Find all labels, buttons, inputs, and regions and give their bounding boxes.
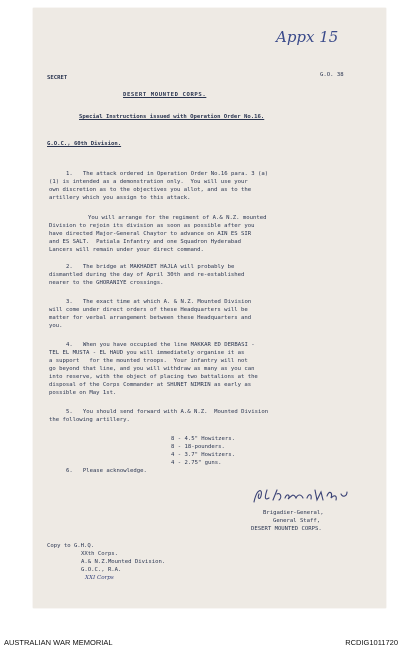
footer-record-id: RCDIG1011720 [345, 638, 398, 647]
addressee: G.O.C., 60th Division. [47, 141, 122, 147]
copy-to-item: A.& N.Z.Mounted Division. [81, 559, 166, 565]
artillery-item: 4 - 3.7" Howitzers. [171, 452, 235, 458]
signoff-unit: DESERT MOUNTED CORPS. [251, 526, 322, 532]
artillery-item: 8 - 18-pounders. [171, 444, 225, 450]
footer-institution: AUSTRALIAN WAR MEMORIAL [4, 638, 113, 647]
heading: DESERT MOUNTED CORPS. [123, 92, 207, 98]
artillery-item: 4 - 2.75" guns. [171, 460, 222, 466]
copy-to-item: G.O.C., R.A. [81, 567, 122, 573]
signoff-rank: Brigadier-General, [263, 510, 324, 516]
archive-footer [0, 628, 402, 654]
classification: SECRET [47, 75, 68, 81]
paragraph-6: 6. Please acknowledge. [66, 468, 147, 474]
archive-handwritten-note: Appx 15 [276, 28, 339, 46]
handwritten-signature [251, 484, 351, 512]
document-page: Appx 15 SECRET G.O. 38 DESERT MOUNTED CORPS. Special Instructions issued with Operation Order No.16. G.O.C., 60th Division. 1. The attack ordered in Operation Order No.16 para. 3 (a) (1) is intended as a demonstration only. You will use your own discretion as to the objectives you allot, and as to the artillery which you assign to this attack. You will arrange for the regiment of A.& N.Z. mounted Division to rejoin its division as soon as possible after you have directed Major-General Chaytor to advance on AIN ES SIR and ES SALT. Patiala Infantry and one Squadron Hyderabad Lancers will remain under your direct command. 2. The bridge at MAKHADET HAJLA will probably be dismantled during the day of April 30th and re-established nearer to the GHORANIYE crossings. 3. The exact time at which A. & N.Z. Mounted Division will come under direct orders of these Headquarters will be matter for verbal arrangement between these Headquarters and you. 4. When you have occupied the line MAKKAR ED DERBASI - TEL EL MUSTA - EL HAUD you will immediately organise it as a support for the mounted troops. Your infantry will not go beyond that line, and you will withdraw as many as you can into reserve, with the object of placing two battalions at the disposal of the Corps Commander at SHUNET NIMRIN as early as possible on May 1st. 5. You should send forward with A.& N.Z. Mounted Division the following artillery. 8 - 4.5" Howitzers. 8 - 18-pounders. 4 - 3.7" Howitzers. 4 - 2.75" guns. 6. Please acknowledge. Brigadier-General, General Staff, DESERT MOUNTED CORPS. Copy to G.H.Q. XXth Corps. A.& N.Z.Mounted Division. G.O.C., R.A. XXI Corps [33, 8, 386, 608]
copy-to-label: Copy to G.H.Q. [47, 543, 95, 549]
copy-to-handwritten: XXI Corps [85, 575, 114, 581]
signoff-staff: General Staff, [273, 518, 321, 524]
artillery-item: 8 - 4.5" Howitzers. [171, 436, 235, 442]
subheading: Special Instructions issued with Operation Order No.16. [79, 114, 265, 120]
copy-to-item: XXth Corps. [81, 551, 119, 557]
order-number: G.O. 38 [320, 72, 344, 78]
